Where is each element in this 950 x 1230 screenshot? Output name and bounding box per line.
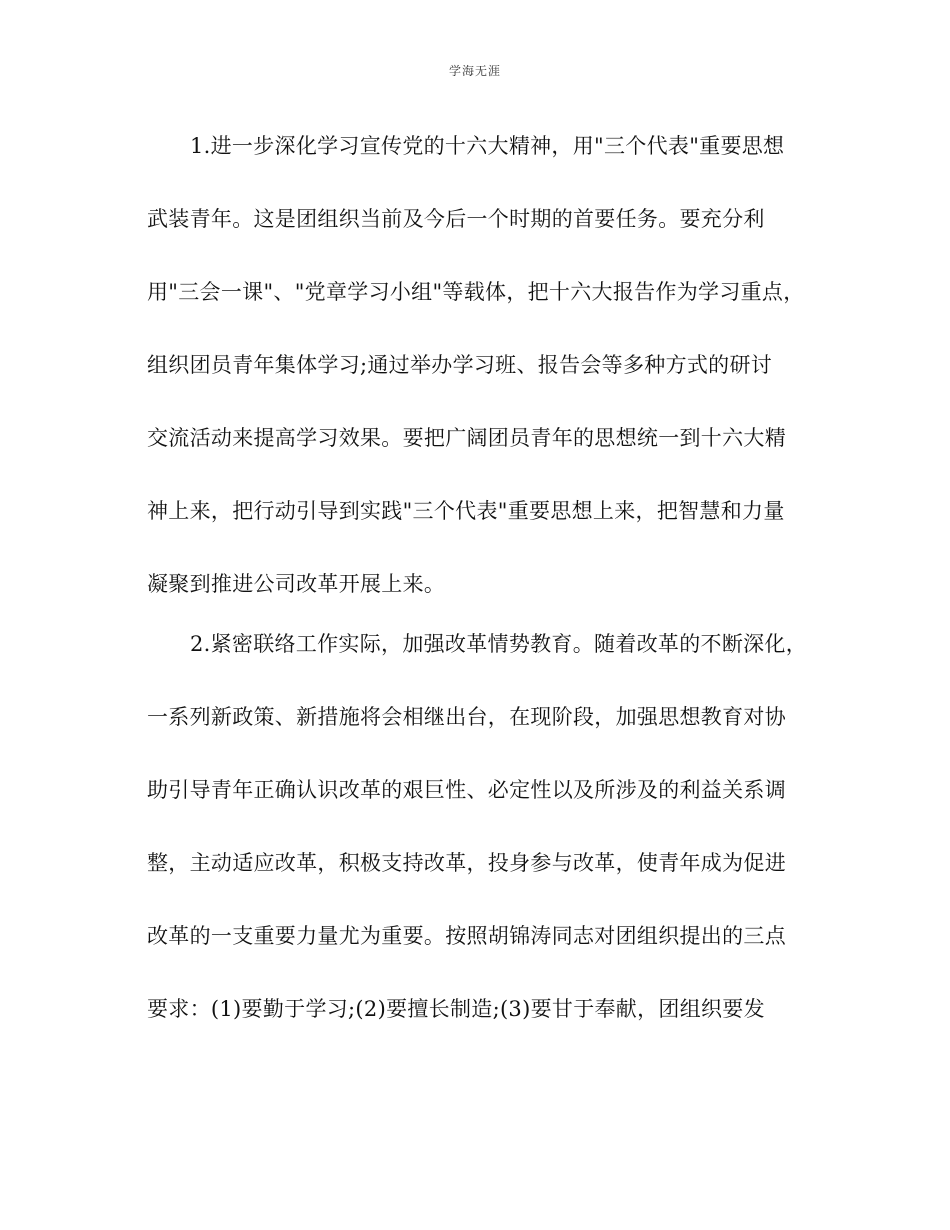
page-header: 学海无涯	[448, 64, 501, 78]
paragraph-2-line-6: 要求：(1)要勤于学习;(2)要擅长制造;(3)要甘于奉献，团组织要发	[147, 997, 765, 1021]
paragraph-2-line-3: 助引导青年正确认识改革的艰巨性、必定性以及所涉及的利益关系调	[147, 778, 786, 802]
paragraph-2-line-1: 2.紧密联络工作实际，加强改革情势教育。随着改革的不断深化，	[190, 632, 808, 656]
paragraph-1-line-7: 凝聚到推进公司改革开展上来。	[147, 572, 446, 596]
paragraph-1-line-1: 1.进一步深化学习宣传党的十六大精神，用"三个代表"重要思想	[190, 134, 785, 158]
paragraph-1-line-4: 组织团员青年集体学习;通过举办学习班、报告会等多种方式的研讨	[147, 353, 773, 377]
paragraph-1-line-3: 用"三会一课"、"党章学习小组"等载体，把十六大报告作为学习重点，	[147, 280, 805, 304]
paragraph-1-line-6: 神上来，把行动引导到实践"三个代表"重要思想上来，把智慧和力量	[147, 499, 785, 523]
paragraph-1-line-5: 交流活动来提高学习效果。要把广阔团员青年的思想统一到十六大精	[147, 426, 786, 450]
paragraph-2-line-5: 改革的一支重要力量尤为重要。按照胡锦涛同志对团组织提出的三点	[147, 924, 786, 948]
paragraph-1-line-2: 武装青年。这是团组织当前及今后一个时期的首要任务。要充分利	[147, 207, 765, 231]
paragraph-2-line-4: 整，主动适应改革，积极支持改革，投身参与改革，使青年成为促进	[147, 851, 786, 875]
paragraph-2-line-2: 一系列新政策、新措施将会相继出台，在现阶段，加强思想教育对协	[147, 705, 786, 729]
